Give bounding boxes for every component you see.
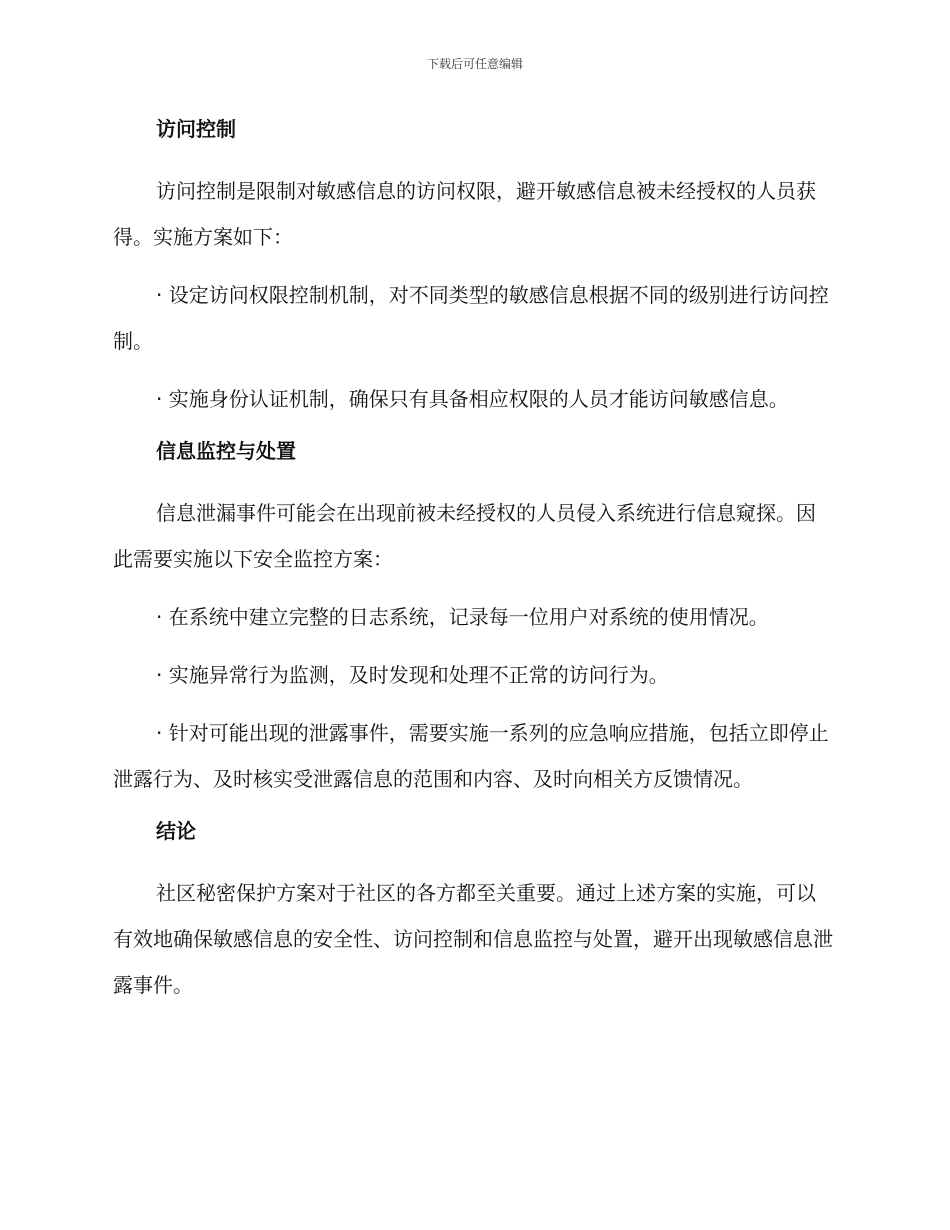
paragraph-access-intro: 访问控制是限制对敏感信息的访问权限，避开敏感信息被未经授权的人员获得。实施方案如下： [113,179,816,249]
paragraph-monitoring-intro: 信息泄漏事件可能会在出现前被未经授权的人员侵入系统进行信息窥探。因此需要实施以下安全监控方案： [113,501,816,571]
document-body [113,112,833,1020]
bullet-monitoring-log: · 在系统中建立完整的日志系统，记录每一位用户对系统的使用情况。 [156,605,769,629]
heading-conclusion: 结论 [156,819,196,843]
heading-monitoring: 信息监控与处置 [156,439,296,463]
bullet-access-auth: · 实施身份认证机制，确保只有具备相应权限的人员才能访问敏感信息。 [156,387,789,411]
bullet-monitoring-anomaly: · 实施异常行为监测，及时发现和处理不正常的访问行为。 [156,663,669,687]
page-header: 下载后可任意编辑 [426,57,523,71]
heading-access-control: 访问控制 [156,117,236,141]
bullet-access-permission: · 设定访问权限控制机制，对不同类型的敏感信息根据不同的级别进行访问控制。 [113,283,829,353]
bullet-monitoring-response: · 针对可能出现的泄露事件，需要实施一系列的应急响应措施，包括立即停止泄露行为、及时核实受泄露信息的范围和内容、及时向相关方反馈情况。 [113,721,829,791]
paragraph-conclusion: 社区秘密保护方案对于社区的各方都至关重要。通过上述方案的实施，可以有效地确保敏感信息的安全性、访问控制和信息监控与处置，避开出现敏感信息泄露事件。 [113,881,833,997]
